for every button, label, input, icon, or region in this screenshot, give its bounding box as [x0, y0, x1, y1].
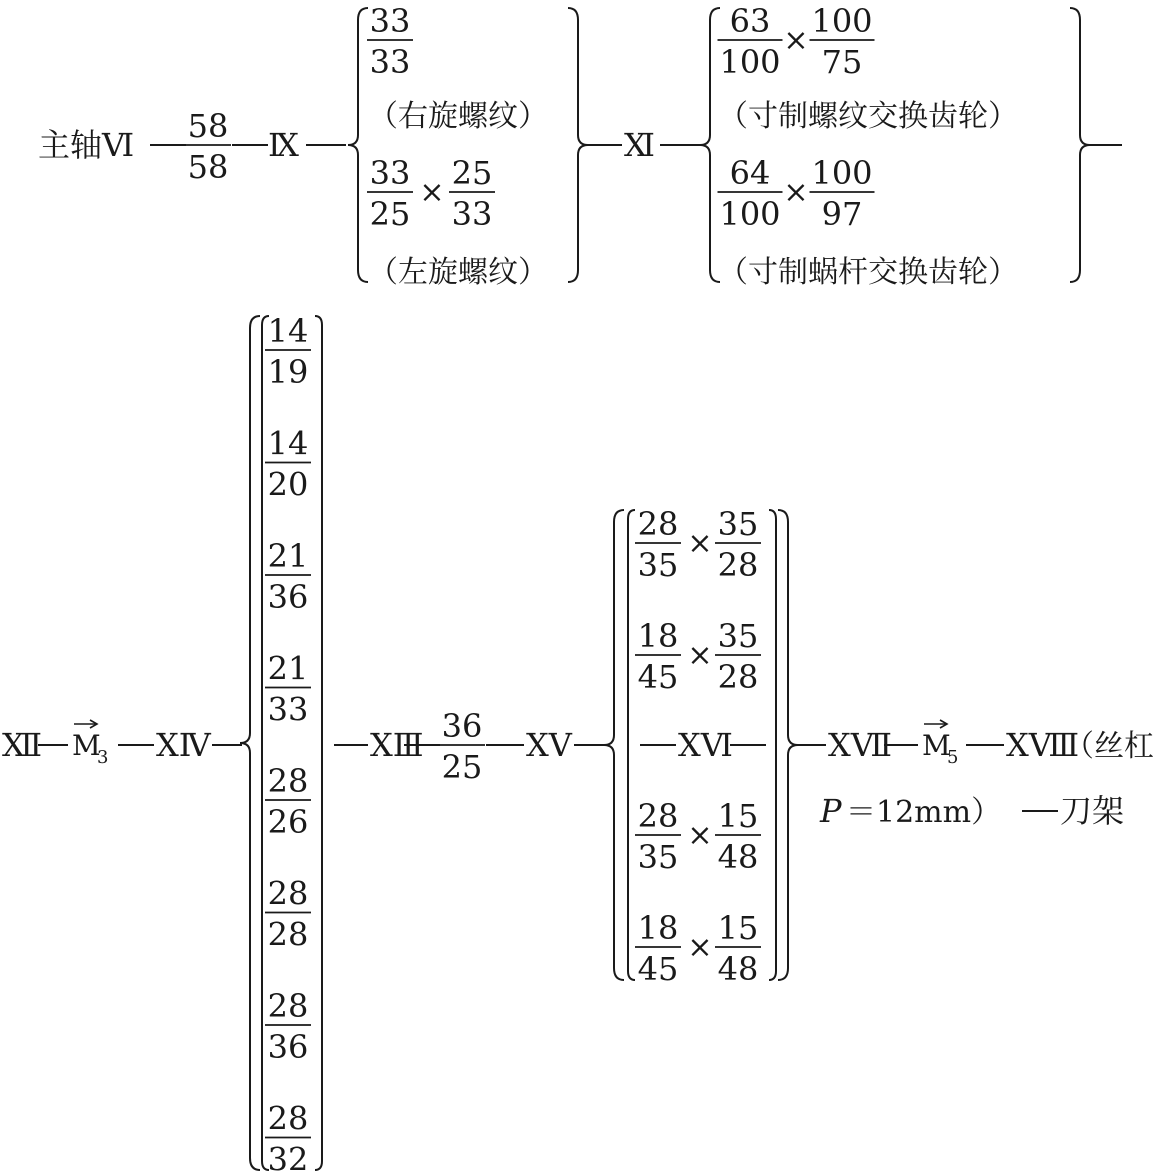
fraction-denominator: 58: [187, 148, 229, 186]
times-sign: ×: [783, 175, 809, 210]
fraction-numerator: 100: [811, 154, 873, 192]
clutch-subscript: 3: [97, 747, 109, 768]
fraction-denominator: 48: [717, 950, 759, 988]
fraction-numerator: 58: [187, 107, 229, 145]
option-note: （寸制螺纹交换齿轮）: [718, 99, 1018, 134]
fraction-denominator: 19: [267, 353, 309, 391]
fraction-denominator: 36: [267, 1028, 309, 1066]
shaft-label: Ⅻ: [2, 726, 43, 764]
fraction-denominator: 20: [267, 465, 309, 504]
fraction-numerator: 28: [637, 505, 679, 543]
spindle-label: 主轴Ⅵ: [38, 126, 135, 164]
base-group-right-paren: [315, 316, 322, 1170]
fraction-numerator: 21: [267, 537, 309, 575]
group2-right-brace: [1070, 8, 1090, 282]
fraction-numerator: 28: [637, 797, 679, 835]
leadscrew-label: （丝杠: [1064, 729, 1154, 764]
shaft-label: Ⅸ: [268, 126, 299, 164]
fraction-numerator: 36: [441, 707, 483, 745]
fraction-numerator: 28: [267, 1099, 309, 1138]
fraction-denominator: 48: [717, 838, 759, 876]
fraction-denominator: 25: [369, 195, 411, 233]
group2-left-brace: [700, 8, 720, 282]
fraction-numerator: 25: [451, 154, 493, 192]
fraction-denominator: 28: [717, 546, 759, 584]
pitch-variable: P: [820, 792, 842, 830]
fraction-denominator: 35: [637, 838, 679, 876]
shaft-label: ⅩⅧ: [1006, 726, 1080, 764]
clutch-subscript: 5: [947, 747, 959, 768]
fraction-denominator: 33: [451, 195, 493, 233]
fraction-denominator: 97: [821, 195, 863, 233]
fraction-denominator: 45: [637, 950, 679, 988]
fraction-denominator: 100: [719, 43, 781, 81]
fraction-denominator: 28: [267, 915, 309, 954]
fraction-denominator: 25: [441, 748, 483, 786]
fraction-numerator: 33: [369, 2, 411, 40]
group1-right-brace: [568, 8, 588, 282]
fraction-numerator: 28: [267, 762, 309, 800]
fraction-numerator: 14: [267, 424, 309, 463]
multiplier-outer-left-brace: [604, 510, 624, 980]
fraction-denominator: 45: [637, 658, 679, 696]
fraction-numerator: 28: [267, 874, 309, 913]
fraction-numerator: 33: [369, 154, 411, 192]
tool-holder-label: 刀架: [1060, 792, 1125, 830]
multiplier-outer-right-brace: [778, 510, 798, 980]
fraction-denominator: 100: [719, 195, 781, 233]
times-sign: ×: [419, 175, 445, 210]
clutch-letter: M: [72, 729, 101, 762]
group1-left-brace: [348, 8, 368, 282]
times-sign: ×: [687, 638, 713, 673]
multiplier-right-paren: [769, 510, 776, 980]
multiplier-left-paren: [628, 510, 635, 980]
fraction-numerator: 35: [717, 505, 759, 543]
fraction-numerator: 14: [267, 312, 309, 350]
clutch-letter: M: [922, 729, 951, 762]
fraction-denominator: 28: [717, 658, 759, 696]
base-group-outer-left-brace: [240, 316, 260, 1170]
shaft-label: ⅩⅤ: [526, 726, 572, 764]
fraction-denominator: 75: [821, 43, 863, 81]
fraction-denominator: 33: [369, 43, 411, 81]
clutch-m3: [72, 720, 108, 768]
fraction-numerator: 35: [717, 617, 759, 655]
fraction-numerator: 15: [717, 797, 759, 835]
fraction-denominator: 26: [267, 803, 309, 841]
clutch-m5: [922, 720, 958, 768]
shaft-label: ⅩⅥ: [678, 726, 733, 764]
fraction-denominator: 36: [267, 578, 309, 616]
option-note: （寸制蜗杆交换齿轮）: [718, 255, 1018, 290]
fraction-denominator: 35: [637, 546, 679, 584]
option-note: （右旋螺纹）: [368, 99, 548, 134]
times-sign: ×: [687, 818, 713, 853]
pitch-value: ＝12mm）: [846, 795, 1002, 830]
fraction-denominator: 32: [267, 1140, 309, 1173]
fraction-numerator: 21: [267, 649, 309, 688]
fraction-numerator: 64: [729, 154, 771, 192]
fraction-numerator: 100: [811, 2, 873, 40]
fraction-numerator: 15: [717, 909, 759, 947]
shaft-label: Ⅺ: [624, 126, 655, 164]
option-note: （左旋螺纹）: [368, 255, 548, 290]
fraction-numerator: 18: [637, 909, 679, 947]
fraction-numerator: 18: [637, 617, 679, 655]
shaft-label: ⅩⅣ: [156, 726, 211, 764]
times-sign: ×: [687, 930, 713, 965]
fraction-denominator: 33: [267, 690, 309, 729]
shaft-label: ⅩⅦ: [828, 726, 893, 764]
times-sign: ×: [783, 23, 809, 58]
times-sign: ×: [687, 526, 713, 561]
fraction-numerator: 28: [267, 987, 309, 1025]
shaft-label: ⅩⅢ: [370, 726, 424, 764]
fraction-numerator: 63: [729, 2, 771, 40]
